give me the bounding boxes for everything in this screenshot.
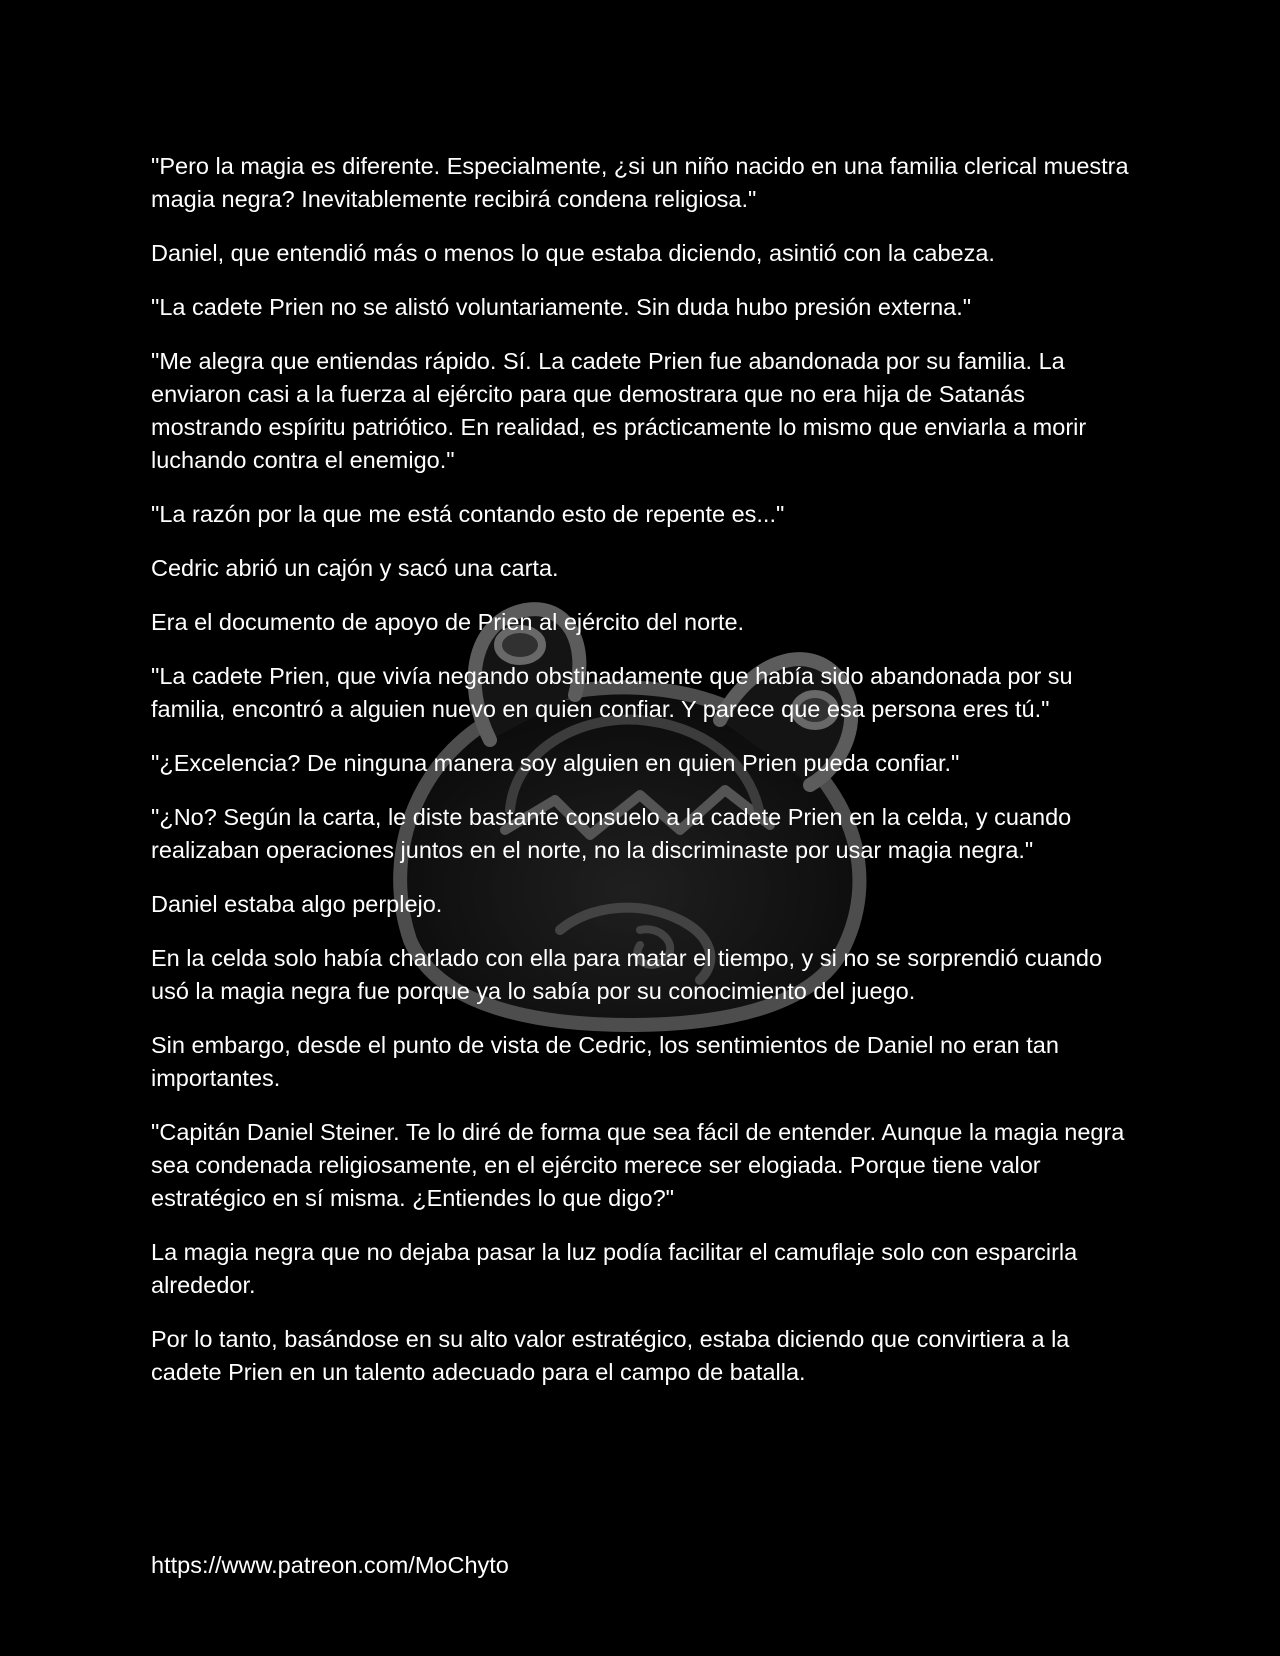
paragraph: "Pero la magia es diferente. Especialmente, ¿si un niño nacido en una familia clerical muestra magia negra? Inevitablemente recibirá condena religiosa." bbox=[151, 153, 1129, 212]
paragraph: En la celda solo había charlado con ella para matar el tiempo, y si no se sorprendió cuando usó la magia negra fue porque ya lo sabía por su conocimiento del juego. bbox=[151, 945, 1103, 1004]
paragraph: "La cadete Prien no se alistó voluntariamente. Sin duda hubo presión externa." bbox=[151, 294, 972, 320]
paragraph: "¿Excelencia? De ninguna manera soy alguien en quien Prien pueda confiar." bbox=[151, 750, 960, 776]
chapter-body bbox=[151, 150, 1141, 1410]
paragraph: "¿No? Según la carta, le diste bastante consuelo a la cadete Prien en la celda, y cuando realizaban operaciones juntos en el norte, no la discriminaste por usar magia negra." bbox=[151, 804, 1072, 863]
paragraph: Sin embargo, desde el punto de vista de Cedric, los sentimientos de Daniel no eran tan importantes. bbox=[151, 1032, 1059, 1091]
patreon-link[interactable]: https://www.patreon.com/MoChyto bbox=[151, 1552, 509, 1578]
paragraph: "La cadete Prien, que vivía negando obstinadamente que había sido abandonada por su familia, encontró a alguien nuevo en quien confiar. Y parece que esa persona eres tú." bbox=[151, 663, 1073, 722]
paragraph: Era el documento de apoyo de Prien al ejército del norte. bbox=[151, 609, 745, 635]
paragraph: Cedric abrió un cajón y sacó una carta. bbox=[151, 555, 559, 581]
paragraph: Daniel, que entendió más o menos lo que estaba diciendo, asintió con la cabeza. bbox=[151, 240, 995, 266]
paragraph: La magia negra que no dejaba pasar la luz podía facilitar el camuflaje solo con esparcirla alrededor. bbox=[151, 1239, 1078, 1298]
paragraph: "Me alegra que entiendas rápido. Sí. La cadete Prien fue abandonada por su familia. La enviaron casi a la fuerza al ejército para que demostrara que no era hija de Satanás mostrando espíritu patriótico. En realidad, es prácticamente lo mismo que enviarla a morir luchando contra el enemigo." bbox=[151, 348, 1087, 473]
paragraph: "La razón por la que me está contando esto de repente es..." bbox=[151, 501, 785, 527]
paragraph: Daniel estaba algo perplejo. bbox=[151, 891, 443, 917]
paragraph: Por lo tanto, basándose en su alto valor estratégico, estaba diciendo que convirtiera a la cadete Prien en un talento adecuado para el campo de batalla. bbox=[151, 1326, 1070, 1385]
paragraph: "Capitán Daniel Steiner. Te lo diré de forma que sea fácil de entender. Aunque la magia negra sea condenada religiosamente, en el ejército merece ser elogiada. Porque tiene valor estratégico en sí misma. ¿Entiendes lo que digo?" bbox=[151, 1119, 1125, 1211]
